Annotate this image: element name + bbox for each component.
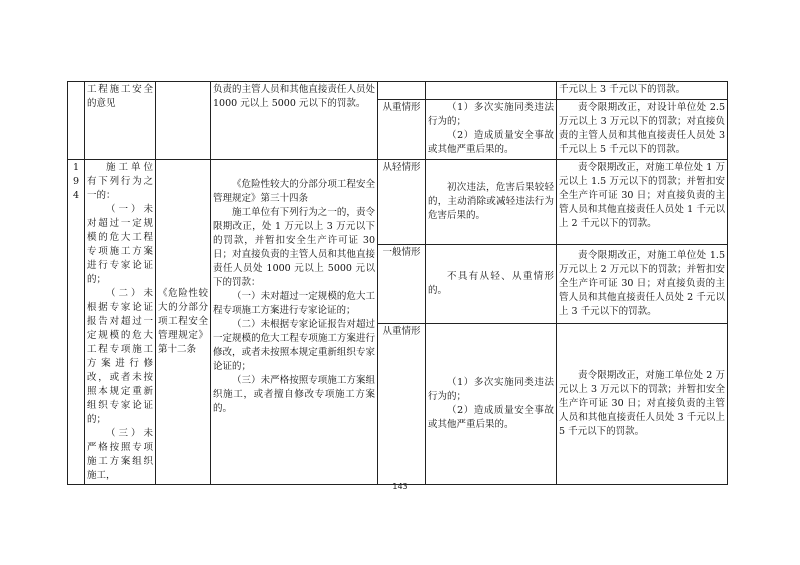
condition-line: 初次违法，危害后果较轻的，主动消除或减轻违法行为危害后果的。 — [428, 181, 554, 221]
penalty-text: 责令限期改正，对施工单位处 1.5 万元以上 2 万元以下的罚款；并暂扣安全生产许可证 30 日；对直接负责的主管人员和其他直接责任人员处 2 千元以上 3 千元以下的罚款。 — [559, 249, 725, 317]
behavior-cell — [85, 160, 156, 485]
behavior-line: （一）未对超过一定规模的危大工程专项施工方案进行专家论证的； — [87, 204, 153, 285]
conditions-cell-continued — [426, 82, 557, 100]
law-cell: 负责的主管人员和其他直接责任人员处 1000 元以上 5000 元以下的罚款。 — [211, 82, 378, 160]
table-row — [68, 82, 728, 100]
condition-line: （2）造成质量安全事故或其他严重后果的。 — [428, 130, 554, 155]
basis-cell-continued — [156, 82, 211, 160]
penalty-cell-continued: 千元以上 3 千元以下的罚款。 — [557, 82, 728, 100]
situation-cell: 从重情形 — [378, 323, 426, 484]
penalty-cell — [557, 100, 728, 160]
penalty-cell — [557, 244, 728, 323]
item-cell: 工程施工安全的意见 — [85, 82, 156, 160]
law-line: （二）未根据专家论证报告对超过一定规模的危大工程专项施工方案进行修改，或者未按照本规定重新组织专家论证的； — [213, 319, 375, 372]
behavior-line: 施工单位有下列行为之一的： — [87, 162, 153, 201]
index-cell-continued — [68, 82, 85, 160]
law-line: （三）未严格按照专项施工方案组织施工，或者擅自修改专项施工方案的。 — [213, 375, 375, 414]
penalty-table — [67, 81, 728, 485]
conditions-cell — [426, 160, 557, 245]
law-line: （一）未对超过一定规模的危大工程专项施工方案进行专家论证的； — [213, 291, 375, 316]
conditions-cell — [426, 244, 557, 323]
situation-cell: 从重情形 — [378, 100, 426, 160]
penalty-text: 责令限期改正，对施工单位处 2 万元以上 3 万元以下的罚款；并暂扣安全生产许可证 30 日；对直接负责的主管人员和其他直接责任人员处 3 千元以上 5 千元以下的罚款。 — [559, 369, 725, 437]
behavior-line: （二）未根据专家论证报告对超过一定规模的危大工程专项施工方案进行修改，或者未按照本规定重新组织专家论证的； — [87, 288, 153, 425]
behavior-line: （三）未严格按照专项施工方案组织施工， — [87, 428, 153, 481]
conditions-cell — [426, 323, 557, 484]
table-row — [68, 160, 728, 245]
basis-cell: 《危险性较大的分部分项工程安全管理规定》第十二条 — [156, 160, 211, 485]
page-number: 143 — [392, 482, 408, 491]
condition-line: （1）多次实施同类违法行为的； — [428, 102, 554, 127]
situation-cell: 从轻情形 — [378, 160, 426, 245]
law-line: 《危险性较大的分部分项工程安全管理规定》第三十四条 — [213, 179, 375, 204]
row-index: 194 — [68, 160, 85, 485]
condition-line: （1）多次实施同类违法行为的； — [428, 376, 554, 402]
penalty-text: 责令限期改正，对施工单位处 1 万元以上 1.5 万元以下的罚款；并暂扣安全生产许可证 30 日；对直接负责的主管人员和其他直接责任人员处 1 千元以上 2 千元以下的罚款。 — [559, 162, 725, 229]
law-cell — [211, 160, 378, 485]
condition-line: （2）造成质量安全事故或其他严重后果的。 — [428, 404, 554, 430]
condition-line: 不具有从轻、从重情形的。 — [428, 270, 554, 296]
penalty-text: 责令限期改正，对设计单位处 2.5 万元以上 3 万元以下的罚款；对直接负责的主管人员和其他直接责任人员处 3 千元以上 5 千元以下的罚款。 — [559, 102, 725, 155]
law-line: 施工单位有下列行为之一的，责令限期改正，处 1 万元以上 3 万元以下的罚款，并暂扣安全生产许可证 30 日；对直接负责的主管人员和其他直接责任人员处 1000 元以上 5000 元以下的罚款： — [213, 207, 375, 288]
penalty-cell — [557, 323, 728, 484]
conditions-cell — [426, 100, 557, 160]
penalty-cell — [557, 160, 728, 245]
situation-cell-continued — [378, 82, 426, 100]
situation-cell: 一般情形 — [378, 244, 426, 323]
